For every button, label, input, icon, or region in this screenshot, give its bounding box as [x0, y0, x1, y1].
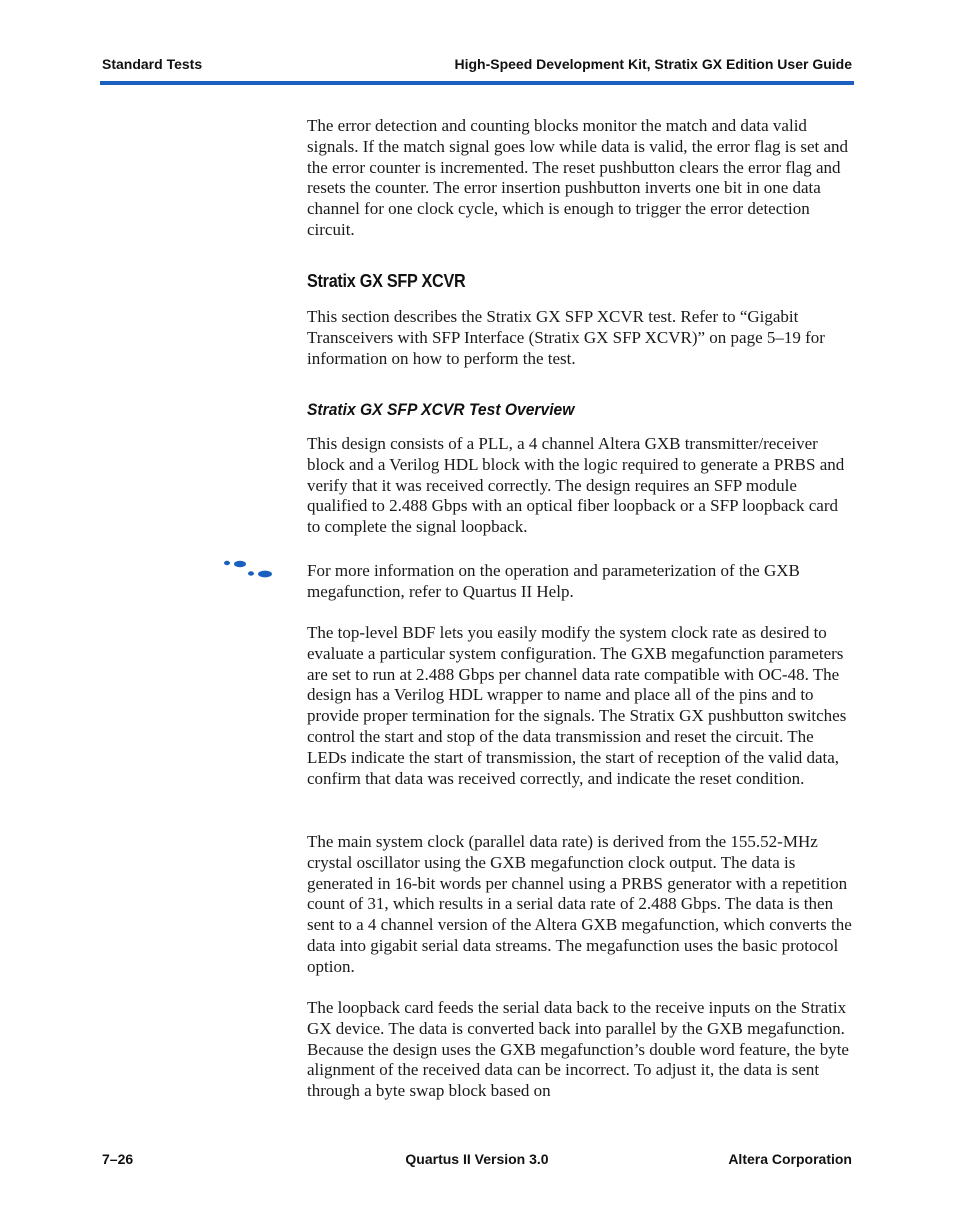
header-section-title: Standard Tests	[102, 56, 203, 72]
footer-company: Altera Corporation	[728, 1151, 852, 1167]
paragraph-design-overview	[307, 434, 852, 538]
note-text-block	[307, 561, 852, 603]
paragraph-text: The top-level BDF lets you easily modify the system clock rate as desired to evaluate a particular system configuration. The GXB megafunction parameters are set to run at 2.488 Gbps per channel data rate compatible with OC-48. The design has a Verilog HDL wrapper to name and place all of the pins and to provide proper termination for the signals. The Stratix GX pushbutton switches control the start and stop of the data transmission and reset the circuit. The LEDs indicate the start of transmission, the start of reception of the valid data, confirm that data was received correctly, and indicate the reset condition.	[307, 623, 847, 788]
paragraph-system-clock	[307, 832, 852, 978]
header-rule	[100, 81, 854, 85]
paragraph-section-intro	[307, 307, 852, 369]
paragraph-text: The loopback card feeds the serial data back to the receive inputs on the Stratix GX device. The data is converted back into parallel by the GXB megafunction. Because the design uses the GXB megafunction’s double word feature, the byte alignment of the received data can be incorrect. To adjust it, the data is sent through a byte swap block based on	[307, 998, 849, 1101]
note-text: For more information on the operation and parameterization of the GXB megafunction, refer to Quartus II Help.	[307, 561, 800, 601]
paragraph-text: The error detection and counting blocks monitor the match and data valid signals. If the match signal goes low while data is valid, the error flag is set and the error counter is incremented. The reset pushbutton clears the error flag and resets the counter. The error insertion pushbutton inverts one bit in one data channel for one clock cycle, which is enough to trigger the error detection circuit.	[307, 116, 849, 239]
paragraph-text: This section describes the Stratix GX SFP XCVR test. Refer to “Gigabit Transceivers with SFP Interface (Stratix GX SFP XCVR)” on page 5–19 for information on how to perform the test.	[307, 307, 825, 368]
paragraph-text: The main system clock (parallel data rate) is derived from the 155.52-MHz crystal oscillator using the GXB megafunction clock output. The data is generated in 16-bit words per channel using a PRBS generator with a repetition count of 31, which results in a serial data rate of 2.488 Gbps. The data is then sent to a 4 channel version of the Altera GXB megafunction, which converts the data into gigabit serial data streams. The megafunction uses the basic protocol option.	[307, 832, 852, 976]
paragraph-error-detection	[307, 116, 852, 241]
section-heading-sfp-xcvr: Stratix GX SFP XCVR	[307, 271, 466, 291]
subheading-test-overview: Stratix GX SFP XCVR Test Overview	[307, 400, 575, 419]
footer-page-number: 7–26	[102, 1151, 134, 1167]
paragraph-loopback-card	[307, 998, 852, 1102]
footer-version: Quartus II Version 3.0	[405, 1151, 549, 1167]
paragraph-top-level-bdf	[307, 623, 852, 789]
footsteps-note-icon	[222, 558, 276, 580]
header-guide-title: High-Speed Development Kit, Stratix GX Edition User Guide	[454, 56, 852, 72]
paragraph-text: This design consists of a PLL, a 4 channel Altera GXB transmitter/receiver block and a Verilog HDL block with the logic required to generate a PRBS and verify that it was received correctly. The design requires an SFP module qualified to 2.488 Gbps with an optical fiber loopback or a SFP loopback card to complete the signal loopback.	[307, 434, 845, 537]
